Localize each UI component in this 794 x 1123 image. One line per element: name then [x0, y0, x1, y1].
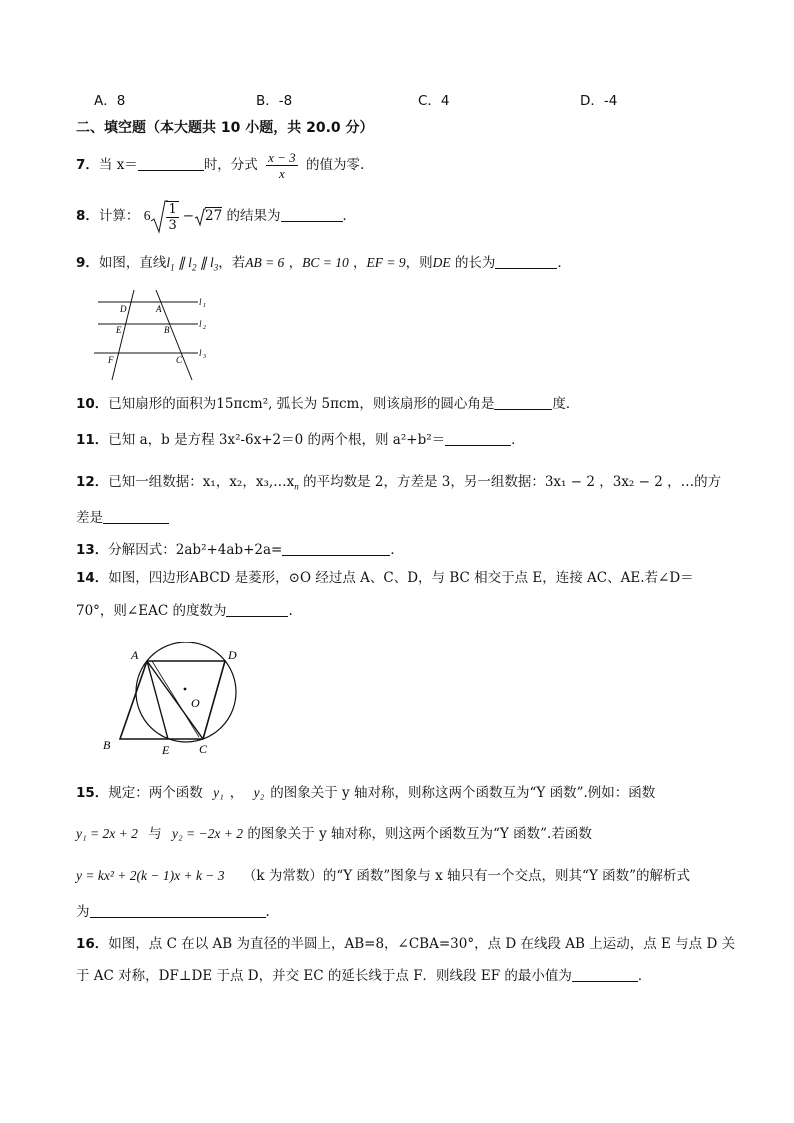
- q16-text-a: 如图，点 C 在以 AB 为直径的半圆上，AB=8，∠CBA=30°，点 D 在线段 AB 上运动，点 E 与点 D 关: [108, 936, 736, 952]
- q12-text-c: 差是: [76, 510, 103, 526]
- parallel-lines-figure: [90, 290, 220, 382]
- answer-blank[interactable]: [495, 254, 557, 269]
- example-function-2: y₂ = −2x + 2: [172, 826, 244, 841]
- answer-blank[interactable]: [90, 903, 266, 918]
- q9-text-c: ，则: [405, 255, 433, 271]
- label-l1: l: [199, 297, 202, 307]
- label-c: C: [199, 742, 208, 756]
- answer-blank[interactable]: [281, 207, 343, 222]
- q14-text-b: 70°，则∠EAC 的度数为: [76, 603, 227, 619]
- parallel-lines-expression: $l_1$ ∥ $l_2$ ∥ $l_3$: [166, 255, 219, 273]
- answer-blank[interactable]: [445, 431, 511, 446]
- q15-with: 与: [148, 826, 162, 842]
- question-9: 9．如图，直线$l_1$ ∥ $l_2$ ∥ $l_3$，若AB = 6 ，BC = 10 ，EF = 9，则DE 的长为 ．: [76, 255, 571, 273]
- period: ．: [557, 255, 571, 271]
- label-e: E: [162, 743, 170, 757]
- q15-text-a: 规定：两个函数: [108, 785, 203, 801]
- q12-text-a: 已知一组数据：x₁，x₂，x₃,…x: [108, 474, 295, 490]
- question-number: 12．: [76, 474, 109, 490]
- question-8: [76, 196, 356, 236]
- label-l3: l: [199, 348, 202, 358]
- minus-sign: −: [182, 208, 195, 224]
- answer-blank[interactable]: [572, 967, 638, 982]
- period: ．: [342, 208, 357, 224]
- segment-de: DE: [432, 255, 451, 270]
- answer-blank[interactable]: [226, 602, 288, 617]
- question-7: [76, 148, 364, 182]
- fraction-numerator: x − 3: [268, 150, 296, 165]
- fraction-numerator: 1: [168, 201, 177, 217]
- label-b: B: [103, 738, 111, 752]
- circle-o: [136, 642, 236, 742]
- question-number: 14．: [76, 570, 109, 586]
- question-number: 11．: [76, 432, 109, 448]
- q7-text-c: 的值为零.: [305, 157, 365, 173]
- q15-text-d: （k 为常数）的“Y 函数”图象与 x 轴只有一个交点，则其“Y 函数”的解析式: [242, 868, 691, 884]
- option-a[interactable]: A．8: [94, 93, 126, 109]
- label-e: E: [116, 325, 122, 335]
- label-d: D: [228, 648, 237, 662]
- q8-text-b: 的结果为: [226, 208, 281, 224]
- answer-blank[interactable]: [282, 541, 390, 556]
- center-point-o: [184, 688, 187, 691]
- q11-text: 已知 a，b 是方程 3x²-6x+2＝0 的两个根，则 a²+b²＝: [108, 432, 446, 448]
- question-number: 9．: [76, 255, 99, 271]
- given-ab: AB = 6: [245, 255, 285, 270]
- q15-text-e: 为: [76, 904, 90, 920]
- section-heading: 二、填空题（本大题共 10 小题，共 20.0 分）: [76, 120, 374, 136]
- q12-text-b: 的平均数是 2，方差是 3，另一组数据：3x₁ − 2 ，3x₂ − 2 ，…的方: [303, 474, 722, 490]
- svg-text:3: 3: [203, 354, 206, 360]
- coefficient: 6: [143, 208, 151, 223]
- q7-text-a: 当 x＝: [98, 157, 138, 173]
- question-number: 16．: [76, 936, 109, 952]
- option-c[interactable]: C．4: [418, 93, 450, 109]
- label-a: A: [131, 648, 139, 662]
- label-l2: l: [199, 319, 202, 329]
- fraction: [266, 150, 298, 181]
- q7-text-b: 时，分式: [203, 157, 258, 173]
- q15-text-b: 的图象关于 y 轴对称，则称这两个函数互为“Y 函数”.例如：函数: [270, 785, 656, 801]
- rhombus-abcd: [120, 661, 225, 739]
- question-number: 13．: [76, 542, 109, 558]
- question-14: [76, 568, 694, 588]
- option-b[interactable]: B．-8: [256, 93, 293, 109]
- question-15-line2: [76, 824, 592, 844]
- answer-blank[interactable]: [138, 156, 204, 171]
- q9-text-a: 如图，直线: [98, 255, 167, 271]
- question-16-continued: [76, 966, 651, 986]
- period: ．: [390, 542, 404, 558]
- question-13: [76, 540, 404, 560]
- question-11: [76, 430, 525, 450]
- period: .: [288, 603, 293, 619]
- option-d[interactable]: D．-4: [580, 93, 618, 109]
- fraction-denominator: 3: [168, 217, 177, 233]
- fraction-denominator: x: [278, 166, 285, 181]
- period: .: [265, 904, 270, 920]
- period: ．: [637, 968, 652, 984]
- label-d: D: [120, 304, 127, 314]
- label-f: F: [108, 355, 114, 365]
- label-a: A: [156, 304, 162, 314]
- q10-text: 已知扇形的面积为15πcm², 弧长为 5πcm，则该扇形的圆心角是: [108, 396, 495, 412]
- q14-text-a: 如图，四边形ABCD 是菱形，⊙O 经过点 A、C、D，与 BC 相交于点 E，连接 AC、AE.若∠D＝: [108, 570, 694, 586]
- question-15-line4: [76, 902, 270, 922]
- question-10: [76, 394, 579, 414]
- question-15-line3: [76, 866, 690, 886]
- radicand: 27: [205, 208, 223, 224]
- q9-text-b: ，若: [218, 255, 246, 271]
- question-number: 8．: [76, 208, 99, 224]
- answer-blank[interactable]: [494, 395, 552, 410]
- svg-text:1: 1: [203, 303, 206, 309]
- label-c: C: [176, 355, 183, 365]
- answer-blank[interactable]: [103, 509, 169, 524]
- example-function-1: y₁ = 2x + 2: [76, 826, 138, 841]
- question-14-continued: [76, 601, 293, 621]
- question-12-continued: [76, 508, 169, 528]
- given-ef: EF = 9: [366, 255, 406, 270]
- period: ．: [511, 432, 525, 448]
- rhombus-circle-figure: [100, 642, 250, 758]
- subscript-n: n: [294, 481, 299, 492]
- label-o: O: [191, 696, 200, 710]
- question-number: 10．: [76, 396, 109, 412]
- q13-text: 分解因式：2ab²+4ab+2a=: [108, 542, 283, 558]
- question-16: [76, 934, 735, 954]
- q15-text-c: 的图象关于 y 轴对称，则这两个函数互为“Y 函数”.若函数: [247, 826, 592, 842]
- fraction: [166, 201, 178, 233]
- question-15: [76, 783, 655, 803]
- label-b: B: [164, 325, 170, 335]
- question-12: [76, 472, 721, 497]
- q16-text-b: 于 AC 对称，DF⊥DE 于点 D，并交 EC 的延长线于点 F．则线段 EF 的最小值为: [76, 968, 572, 984]
- q10-end: 度．: [552, 396, 580, 412]
- given-function: y = kx² + 2(k − 1)x + k − 3: [76, 868, 225, 883]
- function-y2: y₂: [253, 785, 265, 800]
- question-number: 7．: [76, 157, 99, 173]
- question-number: 15．: [76, 785, 109, 801]
- svg-text:2: 2: [203, 325, 206, 331]
- comma: ，: [229, 785, 244, 801]
- given-bc: BC = 10: [302, 255, 349, 270]
- q8-text-a: 计算：: [98, 208, 140, 224]
- function-y1: y₁: [213, 785, 224, 800]
- q9-text-d: 的长为: [454, 255, 496, 271]
